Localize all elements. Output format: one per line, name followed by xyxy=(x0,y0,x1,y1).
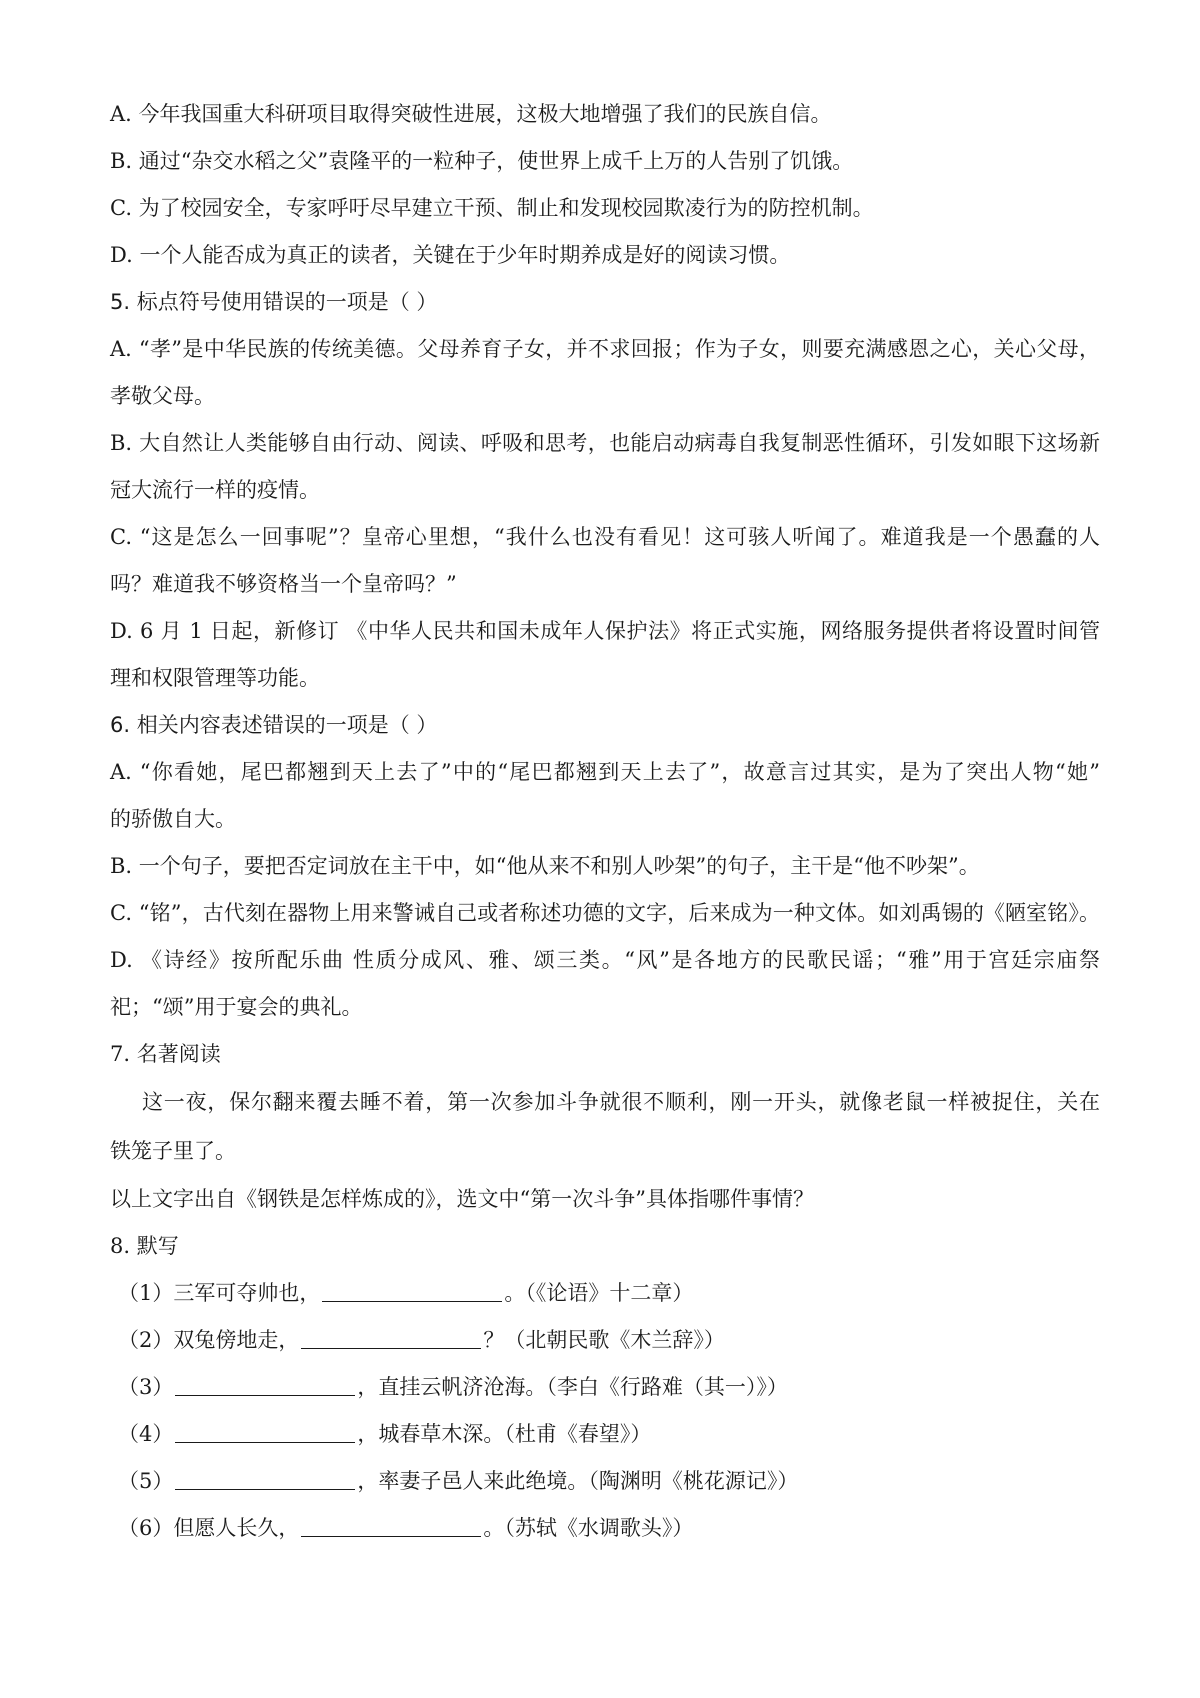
q8-item-2-prefix: （2）双兔傍地走， xyxy=(118,1328,300,1352)
q8-item-2-blank[interactable] xyxy=(301,1328,481,1349)
q4-option-b: B. 通过“杂交水稻之父”袁隆平的一粒种子，使世界上成千上万的人告别了饥饿。 xyxy=(110,149,854,173)
q5-option-c-line2: 吗？难道我不够资格当一个皇帝吗？” xyxy=(110,572,457,596)
q8-title: 8. 默写 xyxy=(110,1234,179,1258)
q6-option-c: C. “铭”，古代刻在器物上用来警诫自己或者称述功德的文字，后来成为一种文体。如刘禹锡的《陋室铭》。 xyxy=(110,901,1100,925)
q5-option-d-line1: D. 6 月 1 日起，新修订 《中华人民共和国未成年人保护法》将正式实施，网络服务提供者将设置时间管 xyxy=(110,619,1100,643)
q8-item-3-prefix: （3） xyxy=(118,1375,174,1399)
q4-option-c: C. 为了校园安全，专家呼吁尽早建立干预、制止和发现校园欺凌行为的防控机制。 xyxy=(110,196,874,220)
q7-passage-line2: 铁笼子里了。 xyxy=(110,1139,236,1163)
q8-item-6-blank[interactable] xyxy=(301,1516,481,1537)
q4-option-d: D. 一个人能否成为真正的读者，关键在于少年时期养成是好的阅读习惯。 xyxy=(110,243,791,267)
q8-item-6-suffix: 。（苏轼《水调歌头》） xyxy=(483,1516,694,1540)
q8-item-3 xyxy=(118,1372,1108,1402)
q8-item-1 xyxy=(118,1278,1108,1308)
q8-item-4-suffix: ，城春草木深。（杜甫《春望》） xyxy=(357,1422,652,1446)
q4-option-a: A. 今年我国重大科研项目取得突破性进展，这极大地增强了我们的民族自信。 xyxy=(110,102,832,126)
q7-title: 7. 名著阅读 xyxy=(110,1042,221,1066)
q5-title: 5. 标点符号使用错误的一项是（ ） xyxy=(110,290,438,314)
q5-option-b-line1: B. 大自然让人类能够自由行动、阅读、呼吸和思考，也能启动病毒自我复制恶性循环，引发如眼下这场新 xyxy=(110,431,1100,455)
q8-item-2 xyxy=(118,1325,1108,1355)
q8-item-1-suffix: 。（《论语》十二章） xyxy=(504,1281,694,1305)
q8-item-1-prefix: （1）三军可夺帅也， xyxy=(118,1281,321,1305)
q5-option-b-line2: 冠大流行一样的疫情。 xyxy=(110,478,320,502)
q8-item-4-prefix: （4） xyxy=(118,1422,174,1446)
q6-option-b: B. 一个句子，要把否定词放在主干中，如“他从来不和别人吵架”的句子，主干是“他不吵架”。 xyxy=(110,854,980,878)
q8-item-5-blank[interactable] xyxy=(175,1469,355,1490)
q6-title: 6. 相关内容表述错误的一项是（ ） xyxy=(110,713,438,737)
q8-item-4-blank[interactable] xyxy=(175,1422,355,1443)
q8-item-5 xyxy=(118,1466,1108,1496)
q6-option-a-line2: 的骄傲自大。 xyxy=(110,807,236,831)
q5-option-c-line1: C. “这是怎么一回事呢”？皇帝心里想，“我什么也没有看见！这可骇人听闻了。难道我是一个愚蠢的人 xyxy=(110,525,1100,549)
q5-option-a-line2: 孝敬父母。 xyxy=(110,384,215,408)
q8-item-2-suffix: ？（北朝民歌《木兰辞》） xyxy=(483,1328,725,1352)
q7-passage-line1: 这一夜，保尔翻来覆去睡不着，第一次参加斗争就很不顺利，刚一开头，就像老鼠一样被捉住，关在 xyxy=(142,1090,1100,1114)
q8-item-6 xyxy=(118,1513,1108,1543)
q8-item-5-suffix: ，率妻子邑人来此绝境。（陶渊明《桃花源记》） xyxy=(357,1469,799,1493)
q5-option-a-line1: A. “孝”是中华民族的传统美德。父母养育子女，并不求回报；作为子女，则要充满感恩之心，关心父母， xyxy=(110,337,1100,361)
q7-prompt: 以上文字出自《钢铁是怎样炼成的》，选文中“第一次斗争”具体指哪件事情？ xyxy=(110,1187,814,1211)
q8-item-3-suffix: ，直挂云帆济沧海。（李白《行路难（其一）》） xyxy=(357,1375,788,1399)
q6-option-d-line2: 祀；“颂”用于宴会的典礼。 xyxy=(110,995,363,1019)
q8-item-1-blank[interactable] xyxy=(322,1281,502,1302)
q6-option-a-line1: A. “你看她，尾巴都翘到天上去了”中的“尾巴都翘到天上去了”，故意言过其实，是为了突出人物“她” xyxy=(110,760,1100,784)
q8-item-3-blank[interactable] xyxy=(175,1375,355,1396)
q8-item-4 xyxy=(118,1419,1108,1449)
q5-option-d-line2: 理和权限管理等功能。 xyxy=(110,666,320,690)
q6-option-d-line1: D. 《诗经》按所配乐曲 性质分成风、雅、颂三类。“风”是各地方的民歌民谣；“雅”用于宫廷宗庙祭 xyxy=(110,948,1100,972)
q8-item-6-prefix: （6）但愿人长久， xyxy=(118,1516,300,1540)
q8-item-5-prefix: （5） xyxy=(118,1469,174,1493)
